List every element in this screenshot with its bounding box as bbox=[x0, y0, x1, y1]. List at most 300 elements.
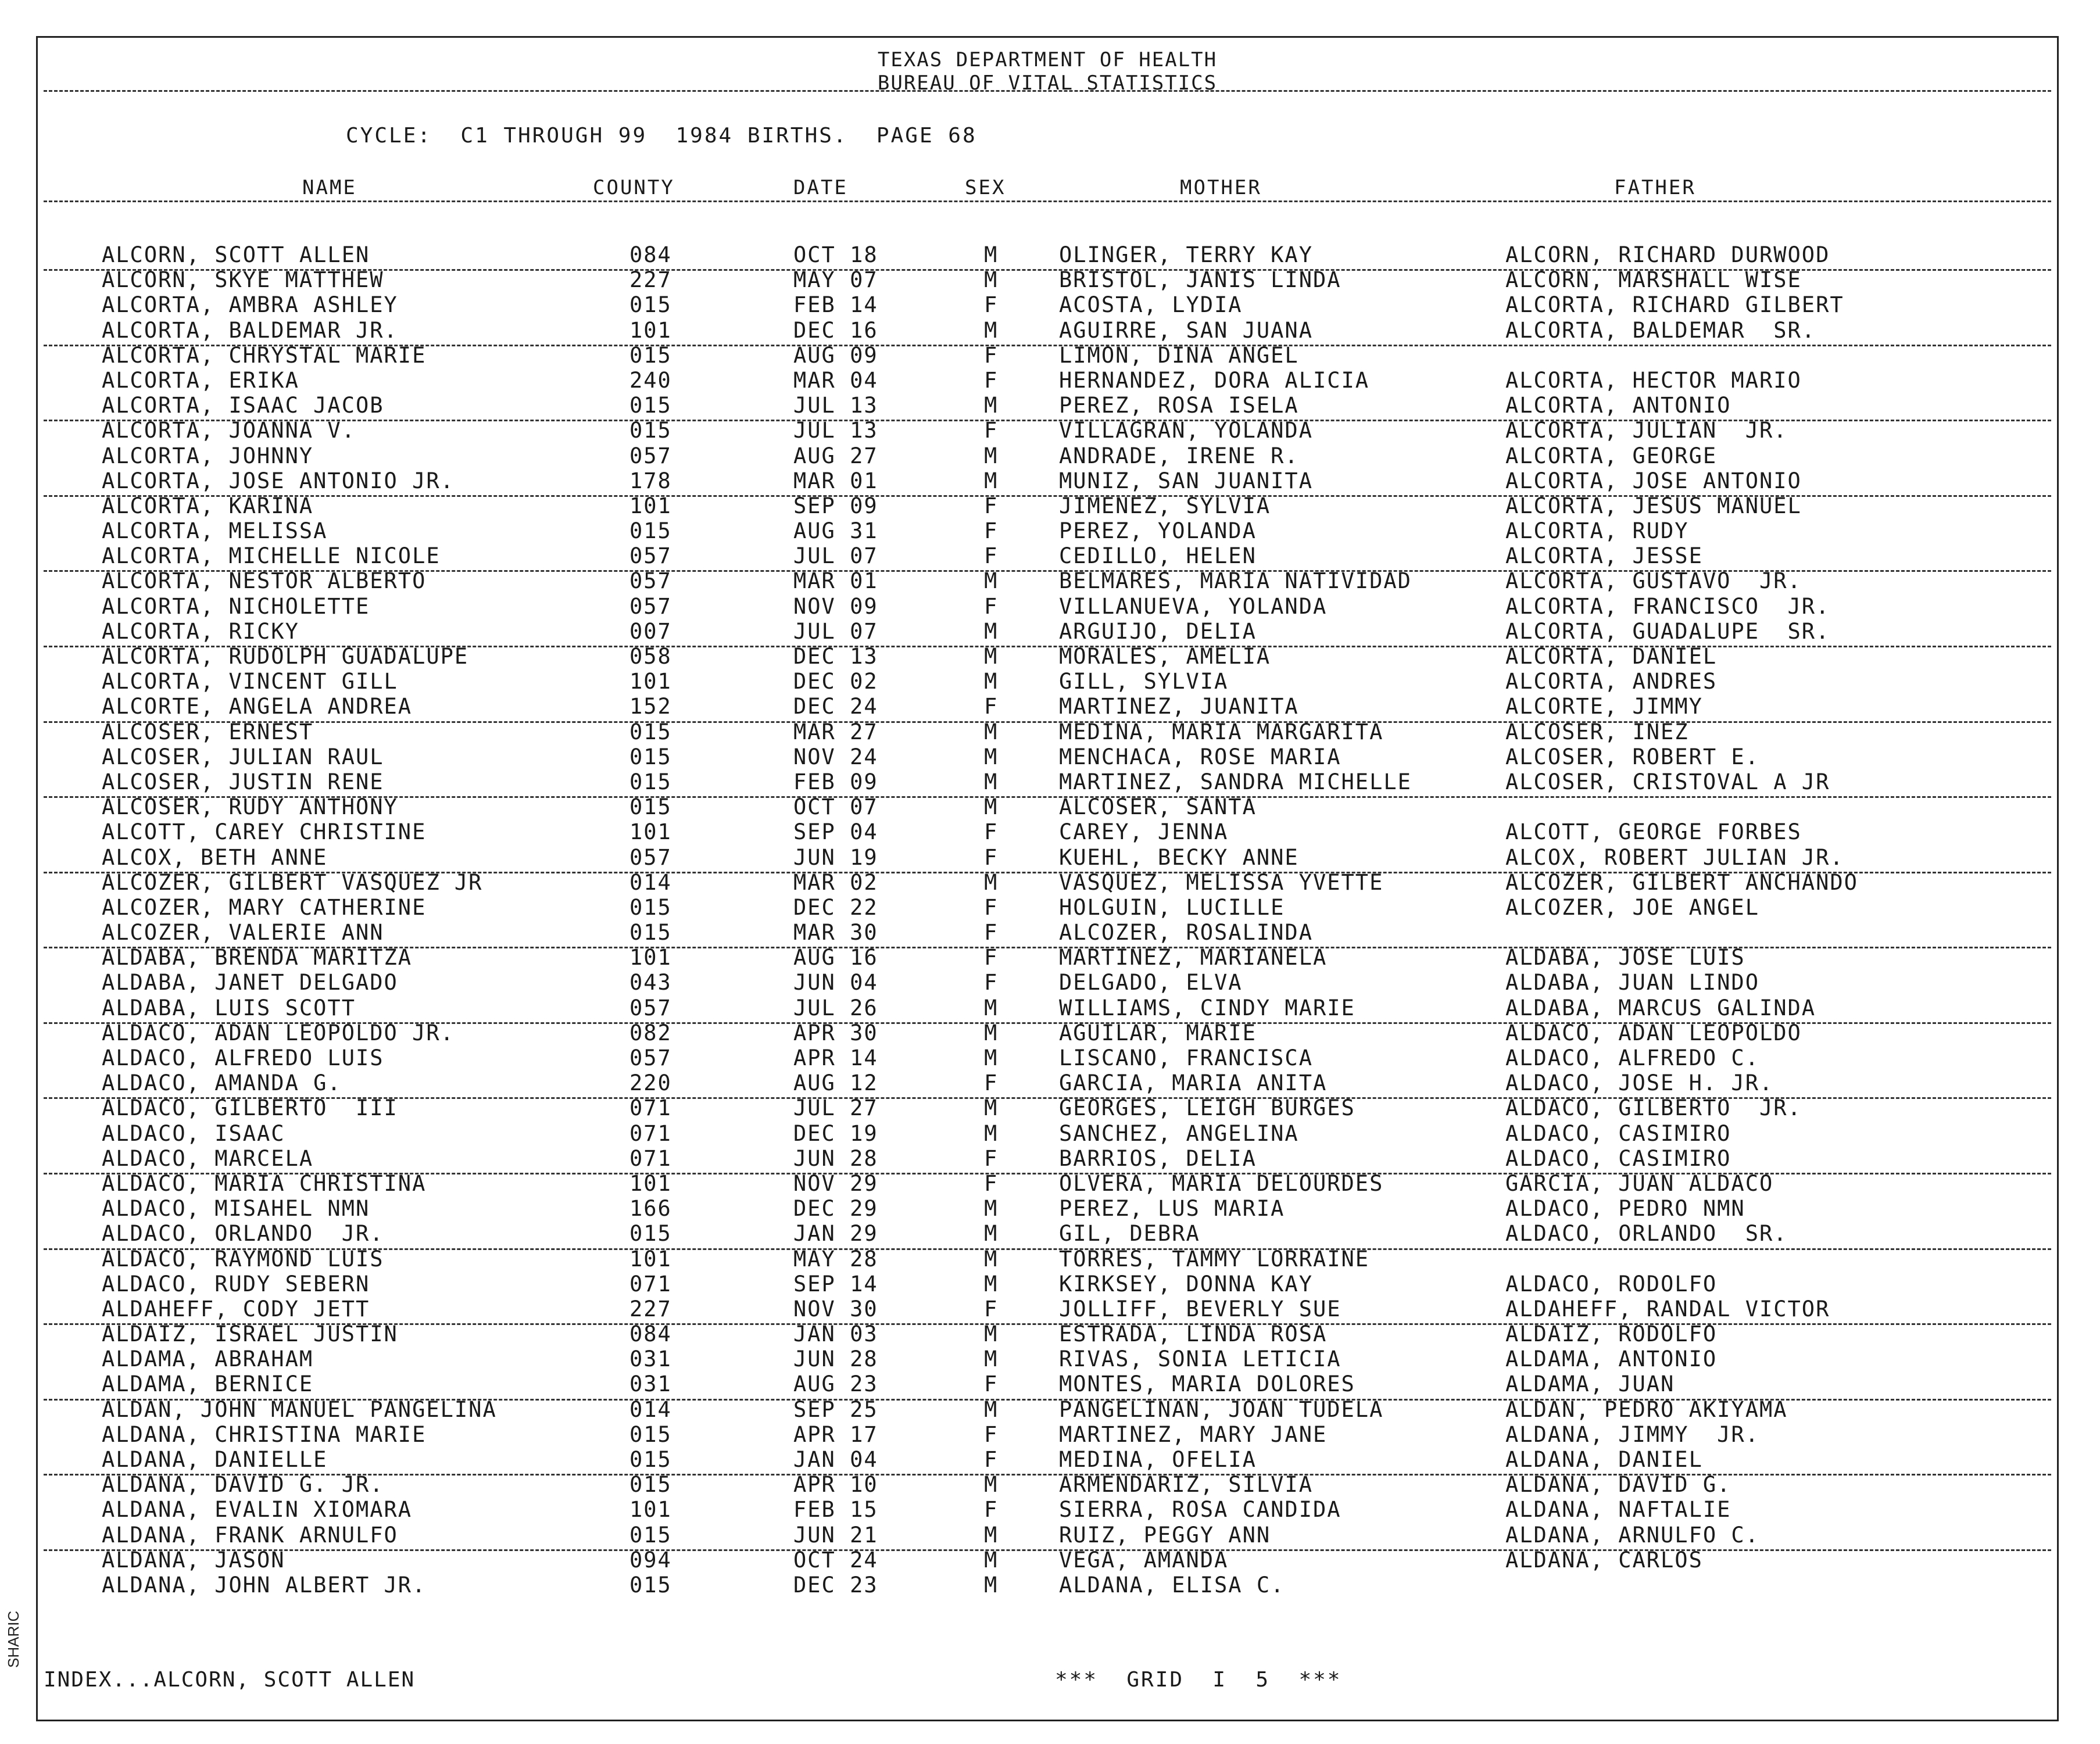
record-father: ALCOZER, JOE ANGEL bbox=[1505, 894, 1759, 920]
record-sex: F bbox=[984, 844, 999, 870]
record-mother: ESTRADA, LINDA ROSA bbox=[1059, 1322, 1328, 1347]
record-sex: M bbox=[984, 618, 999, 644]
record-father: ALCOSER, CRISTOVAL A JR bbox=[1505, 769, 1830, 794]
record-row bbox=[38, 568, 2057, 593]
record-mother: DELGADO, ELVA bbox=[1059, 970, 1243, 995]
record-row bbox=[38, 1297, 2057, 1322]
record-sex: F bbox=[984, 493, 999, 518]
record-sex: M bbox=[984, 744, 999, 769]
record-county: 015 bbox=[629, 1421, 672, 1447]
record-sex: M bbox=[984, 1347, 999, 1372]
record-county: 101 bbox=[629, 1170, 672, 1196]
record-name: ALDANA, EVALIN XIOMARA bbox=[102, 1497, 413, 1523]
record-father: ALCORTA, ANDRES bbox=[1505, 669, 1718, 694]
record-sex: M bbox=[984, 1547, 999, 1573]
record-sex: M bbox=[984, 317, 999, 343]
record-name: ALDACO, ISAAC bbox=[102, 1120, 285, 1146]
record-mother: VASQUEZ, MELISSA YVETTE bbox=[1059, 869, 1384, 895]
record-row bbox=[38, 920, 2057, 945]
record-mother: MARTINEZ, SANDRA MICHELLE bbox=[1059, 769, 1412, 794]
record-county: 101 bbox=[629, 1497, 672, 1523]
record-county: 015 bbox=[629, 418, 672, 443]
record-county: 031 bbox=[629, 1371, 672, 1397]
record-sex: F bbox=[984, 593, 999, 619]
record-row bbox=[38, 1070, 2057, 1095]
record-sex: M bbox=[984, 1221, 999, 1247]
record-date: DEC 16 bbox=[793, 317, 878, 343]
record-date: DEC 13 bbox=[793, 644, 878, 669]
record-name: ALCOSER, ERNEST bbox=[102, 719, 314, 744]
record-sex: M bbox=[984, 1196, 999, 1222]
record-mother: LIMON, DINA ANGEL bbox=[1059, 342, 1299, 368]
record-father: ALCORTA, JESSE bbox=[1505, 543, 1703, 569]
record-father: ALDACO, CASIMIRO bbox=[1505, 1120, 1731, 1146]
record-row bbox=[38, 1045, 2057, 1070]
record-sex: M bbox=[984, 1045, 999, 1070]
record-county: 101 bbox=[629, 317, 672, 343]
record-row bbox=[38, 543, 2057, 568]
record-mother: ACOSTA, LYDIA bbox=[1059, 292, 1243, 318]
record-sex: M bbox=[984, 1120, 999, 1146]
record-sex: F bbox=[984, 1145, 999, 1171]
record-sex: M bbox=[984, 468, 999, 493]
record-name: ALCORTA, AMBRA ASHLEY bbox=[102, 292, 398, 318]
record-sex: M bbox=[984, 1396, 999, 1422]
record-name: ALDAIZ, ISRAEL JUSTIN bbox=[102, 1322, 398, 1347]
record-father: ALDACO, RODOLFO bbox=[1505, 1271, 1718, 1297]
record-county: 057 bbox=[629, 844, 672, 870]
record-date: SEP 09 bbox=[793, 493, 878, 518]
record-row bbox=[38, 769, 2057, 794]
column-header-mother: MOTHER bbox=[1180, 176, 1262, 199]
record-mother: PEREZ, ROSA ISELA bbox=[1059, 393, 1299, 418]
record-date: NOV 24 bbox=[793, 744, 878, 769]
record-date: JAN 29 bbox=[793, 1221, 878, 1247]
record-mother: LISCANO, FRANCISCA bbox=[1059, 1045, 1313, 1070]
record-row bbox=[38, 443, 2057, 468]
record-mother: PANGELINAN, JOAN TUDELA bbox=[1059, 1396, 1384, 1422]
record-father: ALDABA, JUAN LINDO bbox=[1505, 970, 1759, 995]
record-mother: ARMENDARIZ, SILVIA bbox=[1059, 1472, 1313, 1498]
record-county: 071 bbox=[629, 1271, 672, 1297]
record-sex: F bbox=[984, 367, 999, 393]
record-father: ALCOSER, INEZ bbox=[1505, 719, 1689, 744]
record-father: ALCORTA, JESUS MANUEL bbox=[1505, 493, 1802, 518]
record-county: 015 bbox=[629, 920, 672, 946]
record-father: ALCOZER, GILBERT ANCHANDO bbox=[1505, 869, 1858, 895]
record-name: ALCORTE, ANGELA ANDREA bbox=[102, 694, 413, 719]
record-sex: M bbox=[984, 1322, 999, 1347]
record-date: JUL 07 bbox=[793, 618, 878, 644]
record-father: ALCORTA, ANTONIO bbox=[1505, 393, 1731, 418]
record-sex: M bbox=[984, 869, 999, 895]
record-father: ALDAIZ, RODOLFO bbox=[1505, 1322, 1718, 1347]
record-father: ALDAHEFF, RANDAL VICTOR bbox=[1505, 1296, 1830, 1322]
record-date: AUG 23 bbox=[793, 1371, 878, 1397]
record-date: DEC 23 bbox=[793, 1572, 878, 1598]
record-sex: M bbox=[984, 568, 999, 594]
record-county: 015 bbox=[629, 1572, 672, 1598]
record-mother: AGUILAR, MARIE bbox=[1059, 1020, 1257, 1045]
record-mother: TORRES, TAMMY LORRAINE bbox=[1059, 1246, 1370, 1272]
record-row bbox=[38, 292, 2057, 317]
record-county: 015 bbox=[629, 292, 672, 318]
record-county: 101 bbox=[629, 819, 672, 845]
record-mother: MONTES, MARIA DOLORES bbox=[1059, 1371, 1355, 1397]
record-father: ALCORTE, JIMMY bbox=[1505, 694, 1703, 719]
record-mother: CAREY, JENNA bbox=[1059, 819, 1229, 845]
record-name: ALCORTA, VINCENT GILL bbox=[102, 669, 398, 694]
record-sex: F bbox=[984, 292, 999, 318]
record-name: ALDACO, MARIA CHRISTINA bbox=[102, 1170, 427, 1196]
record-mother: KIRKSEY, DONNA KAY bbox=[1059, 1271, 1313, 1297]
record-row bbox=[38, 794, 2057, 819]
record-date: JUN 19 bbox=[793, 844, 878, 870]
record-name: ALDANA, CHRISTINA MARIE bbox=[102, 1421, 427, 1447]
record-date: DEC 29 bbox=[793, 1196, 878, 1222]
record-sex: F bbox=[984, 894, 999, 920]
record-date: MAY 28 bbox=[793, 1246, 878, 1272]
record-date: DEC 22 bbox=[793, 894, 878, 920]
record-sex: M bbox=[984, 669, 999, 694]
record-name: ALCORTA, NICHOLETTE bbox=[102, 593, 370, 619]
record-father: ALDACO, GILBERTO JR. bbox=[1505, 1095, 1802, 1121]
record-county: 007 bbox=[629, 618, 672, 644]
record-father: ALCORTA, JULIAN JR. bbox=[1505, 418, 1788, 443]
record-mother: HOLGUIN, LUCILLE bbox=[1059, 894, 1285, 920]
record-row bbox=[38, 1573, 2057, 1598]
record-mother: PEREZ, YOLANDA bbox=[1059, 518, 1257, 544]
record-county: 057 bbox=[629, 1045, 672, 1070]
record-sex: M bbox=[984, 1572, 999, 1598]
record-date: AUG 16 bbox=[793, 945, 878, 971]
record-sex: F bbox=[984, 1296, 999, 1322]
record-sex: F bbox=[984, 970, 999, 995]
record-sex: M bbox=[984, 1095, 999, 1121]
record-father: ALCORTA, GUSTAVO JR. bbox=[1505, 568, 1802, 594]
record-sex: F bbox=[984, 694, 999, 719]
record-name: ALCORTA, ERIKA bbox=[102, 367, 299, 393]
record-county: 057 bbox=[629, 593, 672, 619]
record-date: FEB 09 bbox=[793, 769, 878, 794]
record-mother: ANDRADE, IRENE R. bbox=[1059, 443, 1299, 468]
record-name: ALDACO, ADAN LEOPOLDO JR. bbox=[102, 1020, 455, 1045]
record-father: ALCORTA, JOSE ANTONIO bbox=[1505, 468, 1802, 493]
record-mother: MENCHACA, ROSE MARIA bbox=[1059, 744, 1341, 769]
record-county: 015 bbox=[629, 518, 672, 544]
agency-title: TEXAS DEPARTMENT OF HEALTH bbox=[877, 48, 1218, 71]
record-mother: HERNANDEZ, DORA ALICIA bbox=[1059, 367, 1370, 393]
record-date: SEP 14 bbox=[793, 1271, 878, 1297]
record-row bbox=[38, 1497, 2057, 1522]
record-row bbox=[38, 1322, 2057, 1347]
document-frame bbox=[36, 36, 2059, 1721]
record-sex: F bbox=[984, 819, 999, 845]
record-county: 152 bbox=[629, 694, 672, 719]
record-father: ALCORTA, HECTOR MARIO bbox=[1505, 367, 1802, 393]
record-mother: VILLAGRAN, YOLANDA bbox=[1059, 418, 1313, 443]
record-sex: M bbox=[984, 1020, 999, 1045]
record-row bbox=[38, 1422, 2057, 1447]
record-sex: F bbox=[984, 1421, 999, 1447]
record-date: FEB 14 bbox=[793, 292, 878, 318]
record-row bbox=[38, 995, 2057, 1020]
record-father: ALCOX, ROBERT JULIAN JR. bbox=[1505, 844, 1844, 870]
record-father: ALCOTT, GEORGE FORBES bbox=[1505, 819, 1802, 845]
record-father: ALDANA, DAVID G. bbox=[1505, 1472, 1731, 1498]
record-name: ALCORTA, KARINA bbox=[102, 493, 314, 518]
record-county: 101 bbox=[629, 669, 672, 694]
record-county: 014 bbox=[629, 869, 672, 895]
record-name: ALCOSER, RUDY ANTHONY bbox=[102, 794, 398, 820]
record-date: AUG 31 bbox=[793, 518, 878, 544]
record-row bbox=[38, 594, 2057, 619]
record-row bbox=[38, 393, 2057, 418]
record-date: NOV 29 bbox=[793, 1170, 878, 1196]
record-county: 015 bbox=[629, 1447, 672, 1472]
record-row bbox=[38, 368, 2057, 393]
record-mother: PEREZ, LUS MARIA bbox=[1059, 1196, 1285, 1222]
record-date: DEC 19 bbox=[793, 1120, 878, 1146]
record-father: ALCORTA, GEORGE bbox=[1505, 443, 1718, 468]
record-row bbox=[38, 267, 2057, 292]
record-mother: MORALES, AMELIA bbox=[1059, 644, 1271, 669]
record-father: ALCORN, MARSHALL WISE bbox=[1505, 267, 1802, 293]
record-mother: ALCOSER, SANTA bbox=[1059, 794, 1257, 820]
record-row bbox=[38, 1272, 2057, 1297]
record-father: ALDACO, JOSE H. JR. bbox=[1505, 1070, 1774, 1096]
record-name: ALCORTA, MICHELLE NICOLE bbox=[102, 543, 441, 569]
record-father: ALCOSER, ROBERT E. bbox=[1505, 744, 1759, 769]
record-county: 043 bbox=[629, 970, 672, 995]
record-mother: MARTINEZ, MARY JANE bbox=[1059, 1421, 1328, 1447]
record-row bbox=[38, 318, 2057, 343]
record-sex: M bbox=[984, 719, 999, 744]
record-date: JUL 07 bbox=[793, 543, 878, 569]
record-date: MAR 27 bbox=[793, 719, 878, 744]
record-row bbox=[38, 242, 2057, 267]
record-name: ALCORTA, JOHNNY bbox=[102, 443, 314, 468]
record-row bbox=[38, 619, 2057, 644]
side-label: SHARIC bbox=[5, 1610, 22, 1668]
column-header-county: COUNTY bbox=[593, 176, 675, 199]
record-father: ALCORTA, RICHARD GILBERT bbox=[1505, 292, 1844, 318]
record-date: APR 17 bbox=[793, 1421, 878, 1447]
record-father: ALDACO, PEDRO NMN bbox=[1505, 1196, 1745, 1222]
record-date: SEP 25 bbox=[793, 1396, 878, 1422]
record-date: JUN 28 bbox=[793, 1145, 878, 1171]
record-county: 015 bbox=[629, 1472, 672, 1498]
record-mother: JOLLIFF, BEVERLY SUE bbox=[1059, 1296, 1341, 1322]
record-father: ALCORTA, GUADALUPE SR. bbox=[1505, 618, 1830, 644]
record-date: AUG 12 bbox=[793, 1070, 878, 1096]
record-name: ALDACO, ORLANDO JR. bbox=[102, 1221, 384, 1247]
record-father: ALDANA, JIMMY JR. bbox=[1505, 1421, 1759, 1447]
record-date: JUN 28 bbox=[793, 1347, 878, 1372]
record-father: ALDABA, MARCUS GALINDA bbox=[1505, 995, 1816, 1020]
record-father: GARCIA, JUAN ALDACO bbox=[1505, 1170, 1774, 1196]
record-mother: BARRIOS, DELIA bbox=[1059, 1145, 1257, 1171]
record-date: MAR 04 bbox=[793, 367, 878, 393]
cycle-line: CYCLE: C1 THROUGH 99 1984 BIRTHS. PAGE 68 bbox=[346, 124, 977, 148]
record-name: ALDANA, DANIELLE bbox=[102, 1447, 328, 1472]
record-row bbox=[38, 468, 2057, 493]
record-date: OCT 24 bbox=[793, 1547, 878, 1573]
record-county: 057 bbox=[629, 543, 672, 569]
record-county: 014 bbox=[629, 1396, 672, 1422]
record-mother: MEDINA, OFELIA bbox=[1059, 1447, 1257, 1472]
record-name: ALDACO, RAYMOND LUIS bbox=[102, 1246, 384, 1272]
record-date: APR 14 bbox=[793, 1045, 878, 1070]
record-date: AUG 27 bbox=[793, 443, 878, 468]
record-father: ALDANA, DANIEL bbox=[1505, 1447, 1703, 1472]
record-mother: MEDINA, MARIA MARGARITA bbox=[1059, 719, 1384, 744]
record-sex: M bbox=[984, 794, 999, 820]
record-father: ALDAN, PEDRO AKIYAMA bbox=[1505, 1396, 1788, 1422]
record-row bbox=[38, 343, 2057, 368]
record-county: 071 bbox=[629, 1120, 672, 1146]
record-date: OCT 18 bbox=[793, 242, 878, 267]
record-mother: VILLANUEVA, YOLANDA bbox=[1059, 593, 1328, 619]
record-county: 015 bbox=[629, 342, 672, 368]
record-name: ALDABA, LUIS SCOTT bbox=[102, 995, 356, 1020]
record-sex: F bbox=[984, 1070, 999, 1096]
record-name: ALDAN, JOHN MANUEL PANGELINA bbox=[102, 1396, 497, 1422]
record-row bbox=[38, 1371, 2057, 1396]
record-sex: M bbox=[984, 443, 999, 468]
record-father: ALCORTA, RUDY bbox=[1505, 518, 1689, 544]
record-row bbox=[38, 1548, 2057, 1573]
record-county: 178 bbox=[629, 468, 672, 493]
column-header-date: DATE bbox=[793, 176, 848, 199]
record-name: ALCORTA, NESTOR ALBERTO bbox=[102, 568, 427, 594]
record-name: ALDACO, GILBERTO III bbox=[102, 1095, 398, 1121]
record-mother: VEGA, AMANDA bbox=[1059, 1547, 1229, 1573]
record-county: 240 bbox=[629, 367, 672, 393]
record-sex: M bbox=[984, 644, 999, 669]
record-county: 101 bbox=[629, 945, 672, 971]
record-row bbox=[38, 1196, 2057, 1221]
record-date: MAR 01 bbox=[793, 468, 878, 493]
record-county: 071 bbox=[629, 1145, 672, 1171]
record-sex: F bbox=[984, 418, 999, 443]
record-row bbox=[38, 1095, 2057, 1120]
record-date: SEP 04 bbox=[793, 819, 878, 845]
record-date: MAR 02 bbox=[793, 869, 878, 895]
record-name: ALCORN, SCOTT ALLEN bbox=[102, 242, 370, 267]
record-mother: RUIZ, PEGGY ANN bbox=[1059, 1522, 1271, 1548]
record-row bbox=[38, 1523, 2057, 1548]
record-sex: F bbox=[984, 1497, 999, 1523]
record-date: NOV 09 bbox=[793, 593, 878, 619]
record-sex: M bbox=[984, 1472, 999, 1498]
record-county: 058 bbox=[629, 644, 672, 669]
record-county: 071 bbox=[629, 1095, 672, 1121]
header-separator bbox=[44, 90, 2051, 92]
record-county: 220 bbox=[629, 1070, 672, 1096]
record-row bbox=[38, 845, 2057, 870]
record-county: 015 bbox=[629, 744, 672, 769]
record-mother: ARGUIJO, DELIA bbox=[1059, 618, 1257, 644]
record-date: FEB 15 bbox=[793, 1497, 878, 1523]
record-name: ALCORTA, RUDOLPH GUADALUPE bbox=[102, 644, 469, 669]
record-father: ALCORN, RICHARD DURWOOD bbox=[1505, 242, 1830, 267]
record-row bbox=[38, 945, 2057, 970]
record-name: ALDACO, MARCELA bbox=[102, 1145, 314, 1171]
record-county: 057 bbox=[629, 443, 672, 468]
record-name: ALDACO, ALFREDO LUIS bbox=[102, 1045, 384, 1070]
record-row bbox=[38, 644, 2057, 669]
record-county: 084 bbox=[629, 242, 672, 267]
record-date: JUL 13 bbox=[793, 418, 878, 443]
record-date: DEC 02 bbox=[793, 669, 878, 694]
record-row bbox=[38, 1171, 2057, 1196]
record-name: ALDABA, BRENDA MARITZA bbox=[102, 945, 413, 971]
record-name: ALCOSER, JULIAN RAUL bbox=[102, 744, 384, 769]
record-county: 082 bbox=[629, 1020, 672, 1045]
record-county: 101 bbox=[629, 1246, 672, 1272]
record-mother: GIL, DEBRA bbox=[1059, 1221, 1200, 1247]
record-father: ALCORTA, FRANCISCO JR. bbox=[1505, 593, 1830, 619]
record-date: MAR 30 bbox=[793, 920, 878, 946]
record-sex: F bbox=[984, 1371, 999, 1397]
record-row bbox=[38, 1221, 2057, 1246]
record-sex: M bbox=[984, 267, 999, 293]
record-date: JAN 04 bbox=[793, 1447, 878, 1472]
record-name: ALCOX, BETH ANNE bbox=[102, 844, 328, 870]
record-name: ALDANA, DAVID G. JR. bbox=[102, 1472, 384, 1498]
record-row bbox=[38, 1447, 2057, 1472]
record-county: 015 bbox=[629, 1522, 672, 1548]
record-name: ALDANA, FRANK ARNULFO bbox=[102, 1522, 398, 1548]
record-name: ALDAMA, ABRAHAM bbox=[102, 1347, 314, 1372]
record-date: JUN 21 bbox=[793, 1522, 878, 1548]
record-date: APR 10 bbox=[793, 1472, 878, 1498]
record-county: 227 bbox=[629, 1296, 672, 1322]
record-sex: M bbox=[984, 769, 999, 794]
record-sex: M bbox=[984, 1522, 999, 1548]
record-sex: F bbox=[984, 945, 999, 971]
record-date: JUL 13 bbox=[793, 393, 878, 418]
record-father: ALDANA, CARLOS bbox=[1505, 1547, 1703, 1573]
record-county: 094 bbox=[629, 1547, 672, 1573]
record-county: 015 bbox=[629, 794, 672, 820]
record-row bbox=[38, 1397, 2057, 1422]
record-date: JAN 03 bbox=[793, 1322, 878, 1347]
record-name: ALDABA, JANET DELGADO bbox=[102, 970, 398, 995]
record-mother: RIVAS, SONIA LETICIA bbox=[1059, 1347, 1341, 1372]
record-county: 101 bbox=[629, 493, 672, 518]
record-name: ALCORTA, ISAAC JACOB bbox=[102, 393, 384, 418]
record-name: ALDANA, JASON bbox=[102, 1547, 285, 1573]
record-name: ALCOZER, MARY CATHERINE bbox=[102, 894, 427, 920]
record-sex: F bbox=[984, 1170, 999, 1196]
record-county: 015 bbox=[629, 1221, 672, 1247]
record-name: ALDACO, AMANDA G. bbox=[102, 1070, 342, 1096]
record-father: ALDACO, ALFREDO C. bbox=[1505, 1045, 1759, 1070]
record-county: 015 bbox=[629, 894, 672, 920]
record-mother: GILL, SYLVIA bbox=[1059, 669, 1229, 694]
record-row bbox=[38, 669, 2057, 694]
record-name: ALCOZER, VALERIE ANN bbox=[102, 920, 384, 946]
record-mother: JIMENEZ, SYLVIA bbox=[1059, 493, 1271, 518]
record-date: DEC 24 bbox=[793, 694, 878, 719]
footer-grid: *** GRID I 5 *** bbox=[1055, 1668, 1342, 1692]
record-mother: AGUIRRE, SAN JUANA bbox=[1059, 317, 1313, 343]
record-name: ALCOZER, GILBERT VASQUEZ JR bbox=[102, 869, 483, 895]
record-name: ALCORTA, MELISSA bbox=[102, 518, 328, 544]
record-date: JUN 04 bbox=[793, 970, 878, 995]
